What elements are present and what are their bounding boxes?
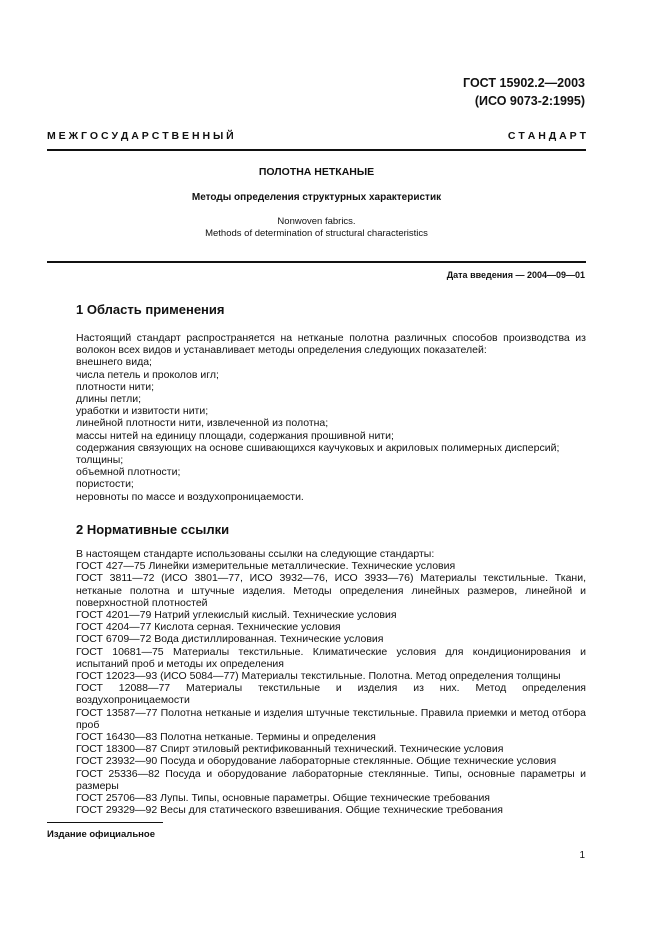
title-en-line2: Methods of determination of structural characteristics <box>205 228 428 239</box>
section-2-intro: В настоящем стандарте использованы ссылки на следующие стандарты: <box>76 548 435 560</box>
section-2-body <box>47 548 586 816</box>
list-item: массы нитей на единицу площади, содержания прошивной нити; <box>76 429 394 442</box>
section-1-body <box>47 332 586 503</box>
iso-number: (ИСО 9073-2:1995) <box>474 94 585 108</box>
list-item: пористости; <box>76 478 134 491</box>
reference-item: ГОСТ 10681—75 Материалы текстильные. Климатические условия для кондиционирования и испытаний проб и методы их определения <box>76 645 586 670</box>
banner-left: М Е Ж Г О С У Д А Р С Т В Е Н Н Ы Й <box>47 130 234 142</box>
list-item: содержания связующих на основе сшивающихся каучуковых и акриловых полимерных дисперсий; <box>76 441 560 454</box>
title-main: ПОЛОТНА НЕТКАНЫЕ <box>258 166 375 178</box>
section-1-list <box>47 356 586 502</box>
page-number: 1 <box>579 850 585 861</box>
reference-item: ГОСТ 3811—72 (ИСО 3801—77, ИСО 3932—76, ИСО 3933—76) Материалы текстильные. Ткани, нетканые полотна и штучные изделия. Методы определения линейных размеров, линейной и поверхностной плотностей <box>76 572 586 609</box>
banner-right: С Т А Н Д А Р Т <box>507 130 586 142</box>
reference-item: ГОСТ 18300—87 Спирт этиловый ректификованный технический. Технические условия <box>76 743 504 756</box>
list-item: линейной плотности нити, извлеченной из полотна; <box>76 417 329 430</box>
top-divider <box>47 149 586 151</box>
reference-item: ГОСТ 25336—82 Посуда и оборудование лабораторные стеклянные. Типы, основные параметры и размеры <box>76 767 586 792</box>
title-english <box>47 216 586 240</box>
document-designation <box>463 74 585 110</box>
reference-item: ГОСТ 12088—77 Материалы текстильные и изделия из них. Метод определения воздухопроницаемости <box>76 682 586 707</box>
title-sub: Методы определения структурных характеристик <box>191 192 442 203</box>
reference-item: ГОСТ 23932—90 Посуда и оборудование лабораторные стеклянные. Общие технические условия <box>76 755 557 768</box>
official-edition: Издание официальное <box>47 829 155 840</box>
section-2-heading: 2 Нормативные ссылки <box>76 522 230 537</box>
interstate-standard-banner <box>47 130 586 142</box>
reference-item: ГОСТ 25706—83 Лупы. Типы, основные параметры. Общие технические требования <box>76 792 490 805</box>
title-divider <box>47 261 586 263</box>
reference-item: ГОСТ 12023—93 (ИСО 5084—77) Материалы текстильные. Полотна. Метод определения толщины <box>76 670 561 683</box>
reference-item: ГОСТ 4204—77 Кислота серная. Технические условия <box>76 621 341 634</box>
list-item: плотности нити; <box>76 380 155 393</box>
gost-number: ГОСТ 15902.2—2003 <box>463 76 585 90</box>
list-item: неровноты по массе и воздухопроницаемости. <box>76 490 304 503</box>
list-item: длины петли; <box>76 393 142 406</box>
reference-item: ГОСТ 13587—77 Полотна нетканые и изделия штучные текстильные. Правила приемки и метод отбора проб <box>76 706 586 731</box>
reference-list <box>47 560 586 816</box>
list-item: числа петель и проколов игл; <box>76 368 219 381</box>
reference-item: ГОСТ 427—75 Линейки измерительные металлические. Технические условия <box>76 560 456 573</box>
introduction-date: Дата введения — 2004—09—01 <box>446 270 585 280</box>
section-1-intro: Настоящий стандарт распространяется на нетканые полотна различных способов производства из волокон всех видов и устанавливает методы определения следующих показателей: <box>76 332 586 357</box>
list-item: уработки и извитости нити; <box>76 405 209 418</box>
reference-item: ГОСТ 16430—83 Полотна нетканые. Термины и определения <box>76 731 376 744</box>
reference-item: ГОСТ 4201—79 Натрий углекислый кислый. Технические условия <box>76 609 397 622</box>
reference-item: ГОСТ 29329—92 Весы для статического взвешивания. Общие технические требования <box>76 804 503 817</box>
title-en-line1: Nonwoven fabrics. <box>277 216 356 227</box>
list-item: объемной плотности; <box>76 466 181 479</box>
list-item: толщины; <box>76 454 124 467</box>
section-1-heading: 1 Область применения <box>76 302 225 317</box>
reference-item: ГОСТ 6709—72 Вода дистиллированная. Технические условия <box>76 633 384 646</box>
list-item: внешнего вида; <box>76 356 152 369</box>
footer-divider <box>47 822 163 823</box>
